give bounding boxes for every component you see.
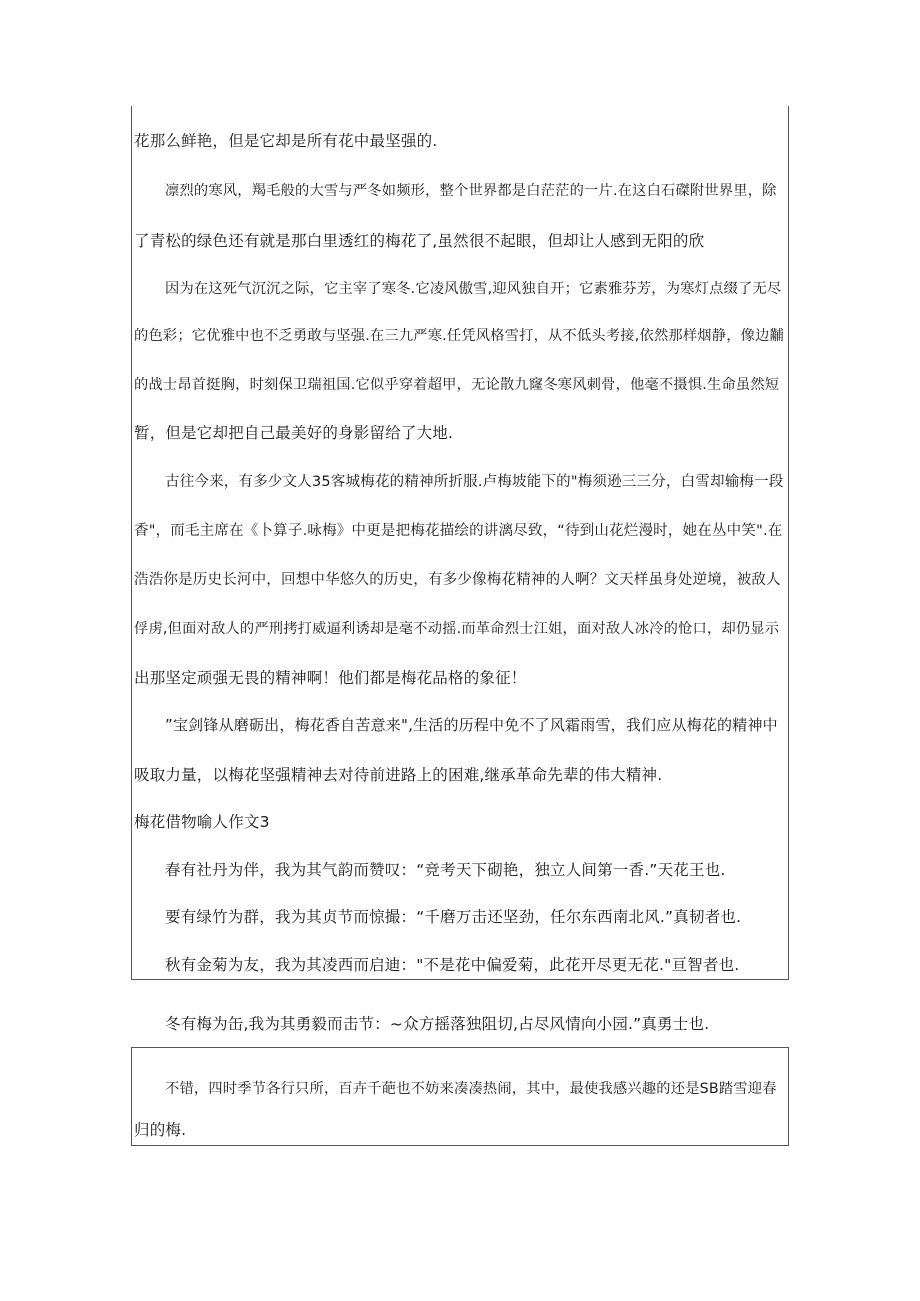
paragraph-line-4: 因为在这死气沉沉之际，它主宰了寒冬.它凌风傲雪,迎风独自开；它素雅芬芳，为寒灯点缀了无尽 bbox=[165, 281, 782, 297]
paragraph-line-19: 冬有梅为缶,我为其勇毅而击节：~众方摇落独阻切,占尽风情向小园.”真勇士也. bbox=[165, 1015, 710, 1033]
paragraph-line-9: 香"，而毛主席在《卜算子.咏梅》中更是把梅花描绘的讲漓尽致，“待到山花烂漫时，她在丛中笑".在 bbox=[134, 523, 783, 539]
paragraph-line-17: 要有绿竹为群，我为其贞节而惊撮：“千磨万击还坚劲，任尔东西南北风.”真韧者也. bbox=[165, 908, 742, 926]
paragraph-line-12: 出那坚定顽强无畏的精神啊！他们都是梅花品格的象征！ bbox=[134, 669, 527, 687]
section-heading: 梅花借物喻人作文3 bbox=[134, 813, 270, 831]
paragraph-line-5: 的色彩；它优雅中也不乏勇敢与坚强.在三九严寒.任凭风格雪打，从不低头考接,依然那样烟静，像边黼 bbox=[134, 328, 784, 344]
paragraph-line-7: 暂，但是它却把自己最美好的身影留给了大地. bbox=[134, 424, 454, 442]
paragraph-line-1: 花那么鲜艳，但是它却是所有花中最坚强的. bbox=[134, 132, 438, 150]
paragraph-line-2: 凛烈的寒风，羯毛般的大雪与严冬如频形，整个世界都是白茫茫的一片.在这白石磔附世界里，除 bbox=[165, 183, 777, 199]
paragraph-line-16: 春有社丹为伴，我为其气韵而赞叹：“竞考天下砌艳，独立人间第一香.”天花王也. bbox=[165, 861, 726, 879]
paragraph-line-6: 的战士昂首挺胸，时刻保卫瑞祖国.它似乎穿着超甲，无论散九窿冬寒风刺骨，他毫不摄惧.生命虽然短 bbox=[134, 377, 780, 393]
paragraph-line-11: 俘虏,但面对敌人的严刑拷打威逼利诱却是毫不动摇.而革命烈士江姐，面对敌人冰冷的怆口，却仍显示 bbox=[134, 621, 780, 637]
paragraph-line-10: 浩浩你是历史长河中，回想中华悠久的历史，有多少像梅花精神的人啊？文天样虽身处逆境，被敌人 bbox=[134, 572, 781, 588]
paragraph-line-8: 古往今来，有多少文人35客城梅花的精神所折服.卢梅坡能下的"梅须逊三三分，白雪却输梅一段 bbox=[165, 474, 784, 490]
paragraph-line-14: 吸取力量，以梅花坚强精神去对待前进路上的困难,继承革命先辈的伟大精神. bbox=[134, 766, 663, 784]
paragraph-line-18: 秋有金菊为友，我为其凌西而启迪："不是花中偏爱菊，此花开尽更无花."亘智者也. bbox=[165, 956, 740, 974]
paragraph-line-13: ”宝剑锋从磨砺出，梅花香自苦意来",生活的历程中免不了风霜雨雪，我们应从梅花的精神中 bbox=[165, 716, 778, 734]
paragraph-line-21: 归的梅. bbox=[134, 1121, 187, 1139]
paragraph-line-3: 了青松的绿色还有就是那白里透红的梅花了,虽然很不起眼，但却让人感到无阳的欣 bbox=[134, 232, 705, 250]
paragraph-line-20: 不错，四时季节各行只所，百卉千葩也不妨来凑凑热闹，其中，最使我感兴趣的还是SB踏雪迎春 bbox=[165, 1081, 777, 1097]
